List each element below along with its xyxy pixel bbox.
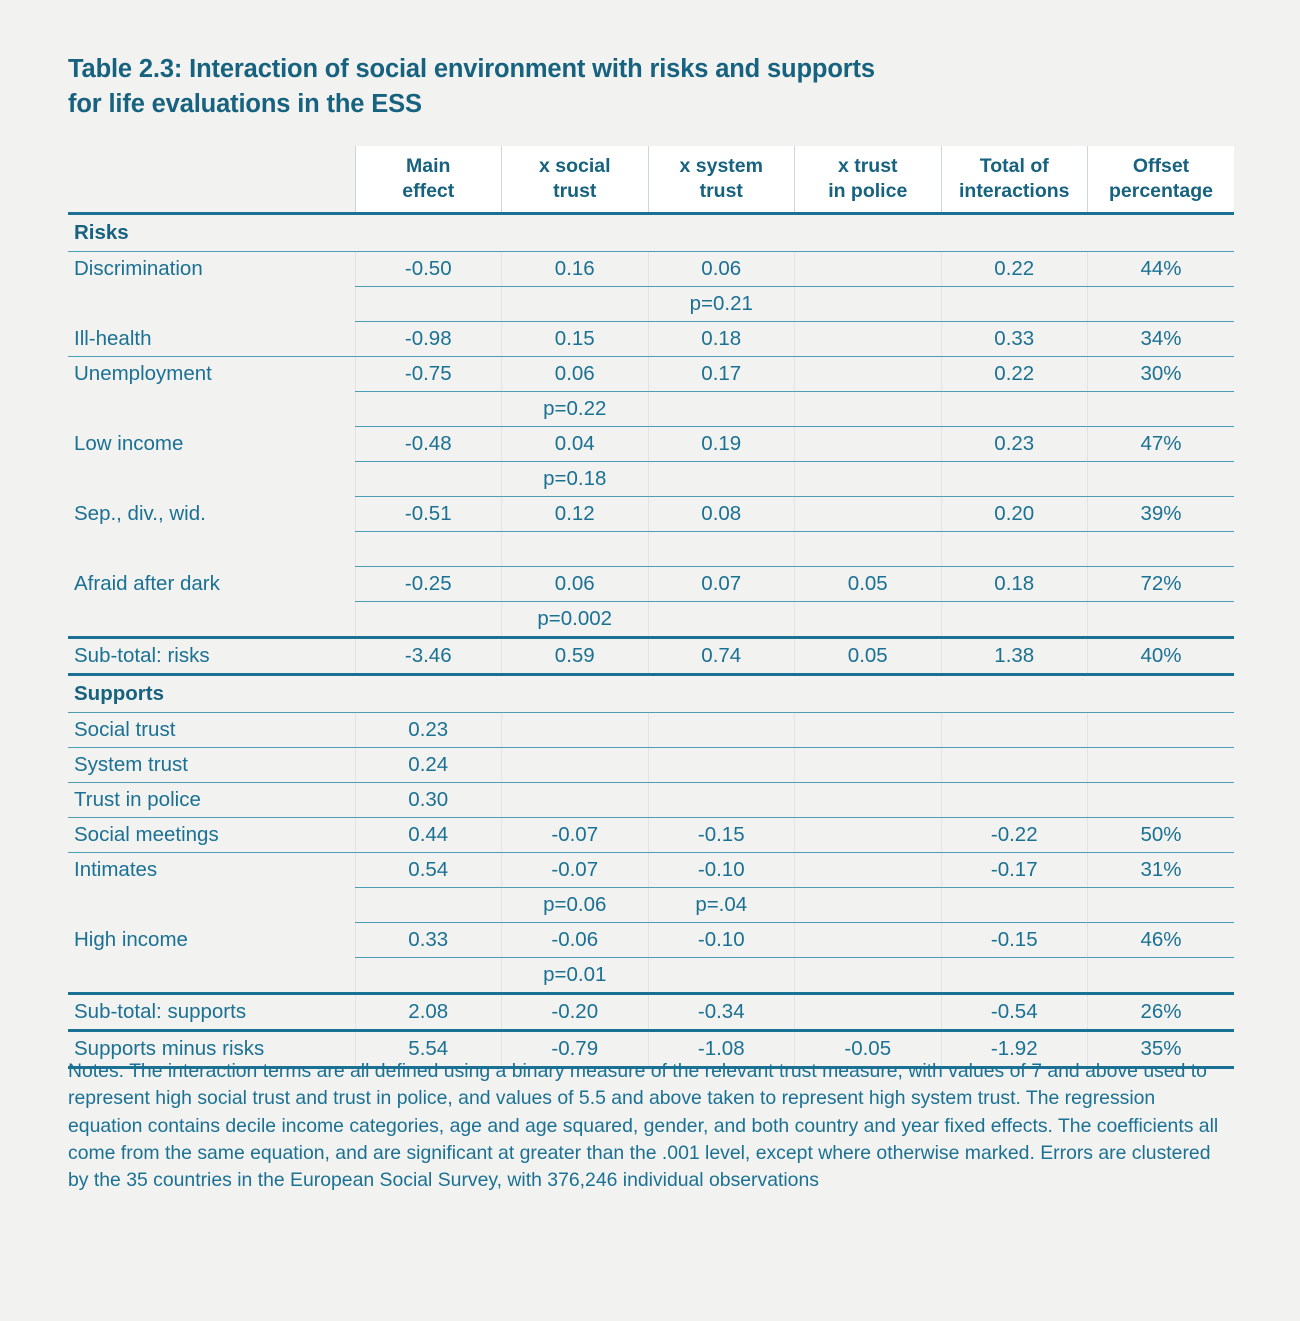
p-value-row-spacer	[68, 532, 355, 567]
p-value-row	[68, 462, 1234, 497]
p-value-total_interactions	[941, 888, 1088, 923]
data-table	[68, 146, 1234, 1069]
cell-offset_percentage: 34%	[1088, 322, 1235, 357]
cell-main_effect: 0.30	[355, 783, 502, 818]
cell-main_effect: 0.33	[355, 923, 502, 958]
p-value-row	[68, 602, 1234, 638]
p-value-main_effect	[355, 532, 502, 567]
row-label-sub-total-supports: Sub-total: supports	[68, 994, 355, 1031]
cell-offset_percentage: 31%	[1088, 853, 1235, 888]
cell-x_social_trust: 0.04	[502, 427, 649, 462]
section-heading-row	[68, 675, 1234, 713]
section-heading-supports: Supports	[68, 675, 1234, 713]
table-row	[68, 748, 1234, 783]
row-label-supports-minus-risks: Supports minus risks	[68, 1031, 355, 1068]
cell-offset_percentage	[1088, 748, 1235, 783]
p-value-main_effect	[355, 958, 502, 994]
p-value-main_effect	[355, 462, 502, 497]
cell-offset_percentage	[1088, 783, 1235, 818]
cell-x_system_trust: 0.17	[648, 357, 795, 392]
cell-x_system_trust: -1.08	[648, 1031, 795, 1068]
cell-total_interactions: 0.33	[941, 322, 1088, 357]
cell-x_trust_in_police	[795, 252, 942, 287]
table-row	[68, 638, 1234, 675]
p-value-offset_percentage	[1088, 888, 1235, 923]
row-label-social-trust: Social trust	[68, 713, 355, 748]
row-label-afraid-after-dark: Afraid after dark	[74, 572, 220, 595]
cell-total_interactions: -0.54	[941, 994, 1088, 1031]
table-row	[68, 567, 1234, 602]
cell-main_effect: -0.51	[355, 497, 502, 532]
cell-x_trust_in_police	[795, 713, 942, 748]
cell-total_interactions: 0.18	[941, 567, 1088, 602]
p-value-x_social_trust: p=0.002	[502, 602, 649, 638]
p-value-x_trust_in_police	[795, 958, 942, 994]
table-row	[68, 357, 1234, 392]
row-label-trust-in-police: Trust in police	[68, 783, 355, 818]
row-label-ill-health: Ill-health	[68, 322, 355, 357]
cell-x_trust_in_police	[795, 853, 942, 888]
p-value-main_effect	[355, 602, 502, 638]
table-row	[68, 853, 1234, 888]
cell-x_trust_in_police: 0.05	[795, 638, 942, 675]
table-container	[68, 146, 1234, 1069]
p-value-x_system_trust: p=0.21	[648, 287, 795, 322]
cell-main_effect: 0.23	[355, 713, 502, 748]
cell-x_trust_in_police	[795, 322, 942, 357]
p-value-x_system_trust: p=.04	[648, 888, 795, 923]
p-value-row-spacer	[68, 888, 355, 923]
cell-total_interactions: -0.17	[941, 853, 1088, 888]
cell-total_interactions: -0.22	[941, 818, 1088, 853]
cell-main_effect: 0.44	[355, 818, 502, 853]
p-value-x_social_trust	[502, 532, 649, 567]
row-label-unemployment: Unemployment	[74, 362, 212, 386]
p-value-row-spacer	[68, 462, 355, 497]
row-label-social-meetings: Social meetings	[68, 818, 355, 853]
row-label-discrimination: Discrimination	[74, 257, 203, 281]
cell-offset_percentage: 44%	[1088, 252, 1235, 287]
cell-x_system_trust: 0.06	[648, 252, 795, 287]
column-header-x-social-trust: x social trust	[502, 146, 649, 214]
section-heading-risks: Risks	[68, 214, 1234, 252]
p-value-row-spacer	[68, 602, 355, 638]
cell-total_interactions: -0.15	[941, 923, 1088, 958]
cell-main_effect: -0.48	[355, 427, 502, 462]
p-value-row	[68, 287, 1234, 322]
p-value-x_system_trust	[648, 462, 795, 497]
section-heading-row	[68, 214, 1234, 252]
cell-offset_percentage: 40%	[1088, 638, 1235, 675]
cell-offset_percentage	[1088, 713, 1235, 748]
p-value-x_social_trust: p=0.01	[502, 958, 649, 994]
table-row	[68, 923, 1234, 958]
p-value-row-spacer	[68, 958, 355, 994]
row-label-high-income: High income	[74, 928, 188, 951]
p-value-offset_percentage	[1088, 532, 1235, 567]
p-value-offset_percentage	[1088, 392, 1235, 427]
cell-x_system_trust: 0.18	[648, 322, 795, 357]
p-value-x_social_trust: p=0.06	[502, 888, 649, 923]
cell-x_trust_in_police	[795, 818, 942, 853]
cell-x_social_trust: -0.06	[502, 923, 649, 958]
p-value-offset_percentage	[1088, 462, 1235, 497]
cell-total_interactions: -1.92	[941, 1031, 1088, 1068]
cell-x_trust_in_police	[795, 748, 942, 783]
cell-x_social_trust	[502, 783, 649, 818]
cell-x_social_trust	[502, 748, 649, 783]
cell-x_system_trust	[648, 783, 795, 818]
cell-main_effect: 0.54	[355, 853, 502, 888]
p-value-total_interactions	[941, 392, 1088, 427]
p-value-row-spacer	[68, 287, 355, 322]
table-row	[68, 783, 1234, 818]
cell-offset_percentage: 46%	[1088, 923, 1235, 958]
cell-x_social_trust: -0.07	[502, 853, 649, 888]
p-value-offset_percentage	[1088, 958, 1235, 994]
cell-offset_percentage: 47%	[1088, 427, 1235, 462]
cell-x_system_trust: -0.10	[648, 923, 795, 958]
cell-x_social_trust: 0.12	[502, 497, 649, 532]
cell-main_effect: -0.50	[355, 252, 502, 287]
p-value-main_effect	[355, 287, 502, 322]
cell-x_social_trust: 0.59	[502, 638, 649, 675]
p-value-row	[68, 958, 1234, 994]
table-row	[68, 497, 1234, 532]
row-label-intimates: Intimates	[74, 858, 158, 882]
cell-x_trust_in_police: 0.05	[795, 567, 942, 602]
cell-x_trust_in_police	[795, 923, 942, 958]
cell-main_effect: -0.98	[355, 322, 502, 357]
cell-x_system_trust: -0.10	[648, 853, 795, 888]
cell-x_social_trust: 0.15	[502, 322, 649, 357]
cell-x_system_trust: 0.08	[648, 497, 795, 532]
cell-x_system_trust	[648, 713, 795, 748]
table-row	[68, 818, 1234, 853]
cell-x_trust_in_police	[795, 497, 942, 532]
cell-main_effect: 2.08	[355, 994, 502, 1031]
page-title-line-2: for life evaluations in the ESS	[68, 90, 422, 118]
p-value-x_system_trust	[648, 392, 795, 427]
p-value-x_trust_in_police	[795, 602, 942, 638]
p-value-x_trust_in_police	[795, 532, 942, 567]
table-row	[68, 994, 1234, 1031]
table-head	[68, 146, 1234, 214]
cell-offset_percentage: 72%	[1088, 567, 1235, 602]
cell-x_system_trust: 0.07	[648, 567, 795, 602]
cell-x_system_trust: -0.15	[648, 818, 795, 853]
cell-total_interactions: 1.38	[941, 638, 1088, 675]
cell-x_trust_in_police: -0.05	[795, 1031, 942, 1068]
table-row	[68, 713, 1234, 748]
p-value-total_interactions	[941, 532, 1088, 567]
column-header-main-effect: Main effect	[355, 146, 502, 214]
cell-total_interactions: 0.22	[941, 357, 1088, 392]
cell-x_social_trust: -0.79	[502, 1031, 649, 1068]
row-label-sub-total-risks: Sub-total: risks	[68, 638, 355, 675]
cell-x_trust_in_police	[795, 357, 942, 392]
row-label-system-trust: System trust	[68, 748, 355, 783]
table-row	[68, 427, 1234, 462]
column-header-x-system-trust: x system trust	[648, 146, 795, 214]
cell-total_interactions	[941, 748, 1088, 783]
cell-offset_percentage: 35%	[1088, 1031, 1235, 1068]
p-value-total_interactions	[941, 462, 1088, 497]
cell-x_system_trust	[648, 748, 795, 783]
cell-x_social_trust: -0.07	[502, 818, 649, 853]
p-value-row	[68, 532, 1234, 567]
cell-x_social_trust: 0.06	[502, 357, 649, 392]
cell-offset_percentage: 26%	[1088, 994, 1235, 1031]
page-title-line-1: Table 2.3: Interaction of social environment with risks and supports	[68, 55, 875, 83]
cell-total_interactions	[941, 783, 1088, 818]
cell-total_interactions: 0.20	[941, 497, 1088, 532]
p-value-x_trust_in_police	[795, 392, 942, 427]
cell-offset_percentage: 39%	[1088, 497, 1235, 532]
p-value-row	[68, 888, 1234, 923]
p-value-main_effect	[355, 392, 502, 427]
cell-x_trust_in_police	[795, 994, 942, 1031]
p-value-x_system_trust	[648, 602, 795, 638]
p-value-x_social_trust: p=0.18	[502, 462, 649, 497]
cell-main_effect: -3.46	[355, 638, 502, 675]
column-header-x-trust-in-police: x trust in police	[795, 146, 942, 214]
cell-total_interactions: 0.22	[941, 252, 1088, 287]
cell-x_system_trust: 0.19	[648, 427, 795, 462]
p-value-x_trust_in_police	[795, 462, 942, 497]
p-value-total_interactions	[941, 602, 1088, 638]
cell-x_system_trust: 0.74	[648, 638, 795, 675]
p-value-x_trust_in_police	[795, 287, 942, 322]
p-value-main_effect	[355, 888, 502, 923]
column-header-offset-percentage: Offset percentage	[1088, 146, 1235, 214]
cell-x_social_trust: 0.16	[502, 252, 649, 287]
cell-main_effect: 5.54	[355, 1031, 502, 1068]
p-value-x_system_trust	[648, 958, 795, 994]
p-value-x_system_trust	[648, 532, 795, 567]
p-value-row	[68, 392, 1234, 427]
row-label-sep-div-wid: Sep., div., wid.	[74, 502, 206, 525]
row-label-low-income: Low income	[74, 432, 184, 455]
page-title	[68, 52, 1188, 122]
cell-total_interactions	[941, 713, 1088, 748]
table-body	[68, 214, 1234, 1068]
p-value-offset_percentage	[1088, 287, 1235, 322]
cell-offset_percentage: 30%	[1088, 357, 1235, 392]
cell-main_effect: -0.75	[355, 357, 502, 392]
cell-main_effect: 0.24	[355, 748, 502, 783]
p-value-x_trust_in_police	[795, 888, 942, 923]
cell-x_social_trust: 0.06	[502, 567, 649, 602]
table-row	[68, 322, 1234, 357]
table-row	[68, 252, 1234, 287]
table-header-row	[68, 146, 1234, 214]
p-value-x_social_trust: p=0.22	[502, 392, 649, 427]
table-notes: Notes: The interaction terms are all defined using a binary measure of the relevant trust measure, with values of 7 and above used to represent high social trust and trust in police, and values of 5.5 and above taken to represent high system trust. The regression equation contains decile income categories, age and age squared, gender, and both country and year fixed effects. The coefficients all come from the same equation, and are significant at greater than the .001 level, except where otherwise marked. Errors are clustered by the 35 countries in the European Social Survey, with 376,246 individual observations	[68, 1060, 1219, 1192]
cell-x_social_trust	[502, 713, 649, 748]
p-value-offset_percentage	[1088, 602, 1235, 638]
cell-x_trust_in_police	[795, 783, 942, 818]
column-header-total-of-interactions: Total of interactions	[941, 146, 1088, 214]
cell-x_trust_in_police	[795, 427, 942, 462]
p-value-x_social_trust	[502, 287, 649, 322]
p-value-total_interactions	[941, 958, 1088, 994]
p-value-total_interactions	[941, 287, 1088, 322]
cell-offset_percentage: 50%	[1088, 818, 1235, 853]
cell-main_effect: -0.25	[355, 567, 502, 602]
p-value-row-spacer	[68, 392, 355, 427]
cell-x_social_trust: -0.20	[502, 994, 649, 1031]
cell-x_system_trust: -0.34	[648, 994, 795, 1031]
cell-total_interactions: 0.23	[941, 427, 1088, 462]
column-header-label	[68, 146, 355, 214]
